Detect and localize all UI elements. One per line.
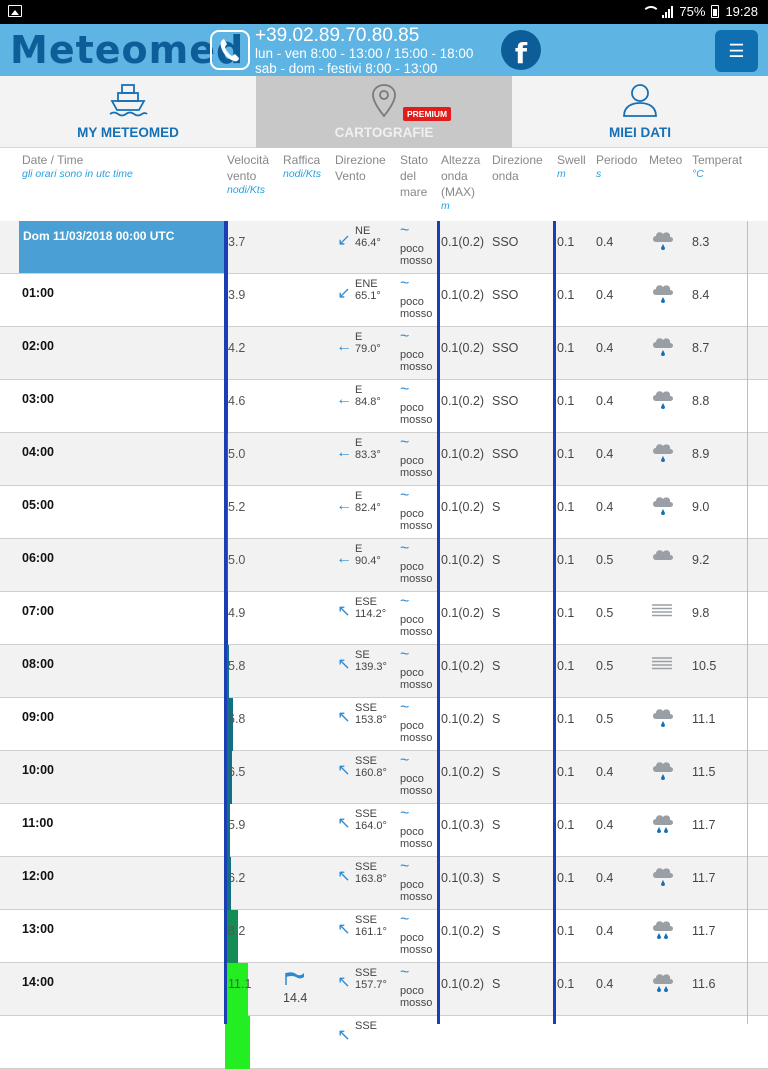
row-wave-direction: SSO [492,394,519,408]
row-wind-direction: E [355,384,363,396]
row-wave-height: 0.1(0.2) [441,394,485,408]
row-temperature: 11.1 [692,712,716,726]
row-period: 0.4 [596,235,614,249]
wind-direction-arrow-icon: ← [336,497,352,514]
table-row [0,221,768,274]
row-wind-speed: 5.9 [228,818,246,832]
row-wind-speed: 4.2 [228,341,246,355]
ship-icon [108,82,148,118]
meteomed-logo[interactable]: Meteomed [10,28,245,72]
rain-cloud-icon [650,439,674,463]
row-temperature: 11.7 [692,818,716,832]
col-gust [283,152,321,181]
row-swell: 0.1 [557,659,575,673]
row-wave-height: 0.1(0.2) [441,924,485,938]
col-temp-unit: °C [692,168,704,180]
col-wave-dir-line1: Direzione [492,153,543,167]
row-period: 0.4 [596,341,614,355]
col-sea-line1: Stato [400,153,429,167]
row-wave-height: 0.1(0.2) [441,765,485,779]
row-wave-direction: SSO [492,235,519,249]
col-period [596,152,637,181]
row-temperature: 9.8 [692,606,710,620]
wave-icon: ~ [400,911,410,928]
col-gust-label: Raffica [283,153,321,167]
wind-direction-arrow-icon: ↙ [337,232,351,249]
row-wind-direction: E [355,543,363,555]
row-wave-height: 0.1(0.2) [441,659,485,673]
table-row [0,698,768,751]
wave-icon: ~ [400,646,410,663]
row-wind-degrees: 65.1° [355,290,381,302]
col-date-time-label: Date / Time [22,153,84,167]
row-period: 0.5 [596,712,614,726]
row-wind-degrees: 83.3° [355,449,381,461]
row-swell: 0.1 [557,977,575,991]
row-wind-speed: 4.9 [228,606,246,620]
row-temperature: 11.7 [692,924,716,938]
row-temperature: 9.0 [692,500,710,514]
wind-direction-arrow-icon: ← [336,391,352,408]
wave-icon: ~ [400,487,410,504]
wave-icon: ~ [400,381,410,398]
row-wind-direction: E [355,437,363,449]
row-time: 08:00 [22,657,54,671]
cloud-icon [650,545,674,569]
row-wind-degrees: 153.8° [355,714,387,726]
row-wind-degrees: 84.8° [355,396,381,408]
row-wave-direction: SSO [492,341,519,355]
wave-icon: ~ [400,222,410,239]
col-wave-line2: onda [441,169,468,183]
row-time: 09:00 [22,710,54,724]
col-wave-direction [492,152,543,184]
rain-cloud-icon [650,333,674,357]
row-time: 12:00 [22,869,54,883]
row-time: 06:00 [22,551,54,565]
row-time: 05:00 [22,498,54,512]
row-sea-state: poco mosso [400,243,433,267]
nav-my-meteomed[interactable] [0,76,256,148]
separator-wave [437,221,440,1024]
row-temperature: 8.9 [692,447,710,461]
row-swell: 0.1 [557,712,575,726]
wave-icon: ~ [400,858,410,875]
phone-icon[interactable] [210,30,250,70]
row-period: 0.4 [596,447,614,461]
row-wind-degrees: 90.4° [355,555,381,567]
gust-flag-icon [284,971,306,985]
row-wind-speed: 5.8 [228,659,246,673]
row-wind-speed: 5.2 [228,500,246,514]
table-row [0,539,768,592]
table-row [0,486,768,539]
row-sea-state: poco mosso [400,296,433,320]
table-row [0,963,768,1016]
row-wave-direction: S [492,977,501,991]
row-wave-direction: S [492,500,501,514]
row-sea-state: poco mosso [400,508,433,532]
row-temperature: 8.7 [692,341,710,355]
row-wind-speed: 8.2 [228,924,246,938]
wind-direction-arrow-icon: ↖ [337,762,351,779]
col-gust-unit: nodi/Kts [283,168,321,180]
row-wave-direction: S [492,712,501,726]
row-swell: 0.1 [557,341,575,355]
row-wind-degrees: 82.4° [355,502,381,514]
row-time: 07:00 [22,604,54,618]
wave-icon: ~ [400,752,410,769]
nav-label-cartografie: CARTOGRAFIE [334,125,434,140]
col-wind-direction [335,152,386,184]
row-wave-height: 0.1(0.2) [441,553,485,567]
table-row [0,380,768,433]
row-sea-state: poco mosso [400,402,433,426]
hamburger-menu-button[interactable] [715,30,758,72]
row-wind-speed: 6.8 [228,712,246,726]
row-sea-state: poco mosso [400,561,433,585]
row-wind-speed: 3.7 [228,235,246,249]
col-sea-line2: del [400,169,417,183]
row-time: 02:00 [22,339,54,353]
row-time: 10:00 [22,763,54,777]
row-wave-height: 0.1(0.2) [441,341,485,355]
row-swell: 0.1 [557,553,575,567]
row-time: 14:00 [22,975,54,989]
row-time: 04:00 [22,445,54,459]
table-row [0,645,768,698]
row-wind-direction: ENE [355,278,378,290]
row-wind-speed: 11.1 [228,977,252,991]
row-time: 03:00 [22,392,54,406]
row-wave-direction: SSO [492,288,519,302]
row-wind-speed: 5.0 [228,447,246,461]
row-wave-direction: S [492,606,501,620]
row-temperature: 11.6 [692,977,716,991]
rain-cloud-icon [650,280,674,304]
heavy-rain-cloud-icon [650,810,674,834]
row-wave-height: 0.1(0.3) [441,818,485,832]
row-period: 0.4 [596,924,614,938]
col-wave-dir-line2: onda [492,169,519,183]
wind-direction-arrow-icon: ← [336,550,352,567]
row-wave-height: 0.1(0.2) [441,977,485,991]
signal-icon [662,6,673,18]
row-wind-direction: ESE [355,596,378,608]
row-sea-state: poco mosso [400,667,433,691]
row-period: 0.5 [596,553,614,567]
table-row [0,910,768,963]
row-period: 0.4 [596,818,614,832]
row-swell: 0.1 [557,500,575,514]
row-wave-height: 0.1(0.2) [441,288,485,302]
forecast-table-header [0,150,768,220]
row-wind-direction: SSE [355,755,378,767]
row-wind-direction: SSE [355,1020,378,1032]
fog-icon [650,598,674,622]
nav-label-miei-dati: MIEI DATI [609,125,671,140]
col-sea-state [400,152,428,200]
row-temperature: 11.5 [692,765,716,779]
row-sea-state: poco mosso [400,773,433,797]
wind-direction-arrow-icon: ↖ [337,1027,351,1044]
rain-cloud-icon [650,227,674,251]
row-wind-speed: 6.5 [228,765,246,779]
phone-number[interactable]: +39.02.89.70.80.85 [255,25,420,46]
col-wave-height [441,152,480,213]
wave-icon: ~ [400,805,410,822]
row-sea-state: poco mosso [400,455,433,479]
col-period-label: Periodo [596,153,638,167]
col-temp-label: Temperat [692,153,743,167]
row-swell: 0.1 [557,235,575,249]
col-speed-line1: Velocità [227,153,270,167]
row-temperature: 9.2 [692,553,710,567]
nav-cartografie[interactable] [256,76,512,148]
nav-label-my-meteomed: MY METEOMED [77,125,179,140]
table-right-edge [747,221,748,1024]
row-wave-height: 0.1(0.3) [441,871,485,885]
wave-icon: ~ [400,275,410,292]
facebook-icon[interactable]: f [501,30,541,70]
row-wave-direction: S [492,659,501,673]
col-wave-line3: (MAX) [441,185,475,199]
main-nav [0,76,768,148]
row-wind-degrees: 139.3° [355,661,387,673]
status-bar [0,0,768,24]
table-row [0,274,768,327]
row-temperature: 10.5 [692,659,717,673]
row-wind-direction: SSE [355,808,378,820]
col-sea-line3: mare [400,185,428,199]
row-wind-direction: SSE [355,914,378,926]
table-row [0,751,768,804]
row-time: 11:00 [22,816,54,830]
row-wind-degrees: 46.4° [355,237,381,249]
row-wind-degrees: 161.1° [355,926,387,938]
row-wind-degrees: 163.8° [355,873,387,885]
row-swell: 0.1 [557,606,575,620]
premium-badge: PREMIUM [403,107,451,121]
wave-icon: ~ [400,593,410,610]
row-wave-direction: SSO [492,447,519,461]
battery-percent: 75% [679,4,706,19]
col-temperature [692,152,768,181]
row-wave-height: 0.1(0.2) [441,500,485,514]
row-wind-speed: 4.6 [228,394,246,408]
row-wind-direction: SE [355,649,370,661]
col-swell [557,152,586,181]
row-wave-direction: S [492,553,501,567]
row-swell: 0.1 [557,924,575,938]
row-wind-direction: E [355,490,363,502]
rain-cloud-icon [650,757,674,781]
row-temperature: 8.3 [692,235,710,249]
row-wave-height: 0.1(0.2) [441,447,485,461]
row-wind-direction: SSE [355,861,378,873]
row-wave-direction: S [492,871,501,885]
wind-direction-arrow-icon: ↖ [337,656,351,673]
wave-icon: ~ [400,434,410,451]
row-time: 13:00 [22,922,54,936]
col-swell-label: Swell [557,153,586,167]
row-wind-direction: SSE [355,702,378,714]
row-sea-state: poco mosso [400,985,433,1009]
fog-icon [650,651,674,675]
wave-icon: ~ [400,540,410,557]
col-wave-unit: m [441,200,450,212]
row-wind-direction: SSE [355,967,378,979]
clock: 19:28 [725,4,758,19]
row-sea-state: poco mosso [400,614,433,638]
row-swell: 0.1 [557,765,575,779]
row-sea-state: poco mosso [400,932,433,956]
hamburger-menu-icon: ☰ [728,40,745,61]
row-wind-speed: 6.2 [228,871,246,885]
battery-icon [711,5,719,18]
weekend-hours: sab - dom - festivi 8:00 - 13:00 [255,61,438,76]
row-wave-height: 0.1(0.2) [441,712,485,726]
row-sea-state: poco mosso [400,879,433,903]
col-wave-line1: Altezza [441,153,481,167]
row-period: 0.4 [596,765,614,779]
col-date-time [22,152,133,181]
col-period-unit: s [596,168,602,180]
row-wind-speed: 3.9 [228,288,246,302]
gallery-notification-icon [8,5,22,17]
table-row [0,592,768,645]
col-meteo [649,152,682,168]
col-speed-line2: vento [227,169,257,183]
forecast-table-body [0,221,768,1069]
row-wind-degrees: 157.7° [355,979,387,991]
col-speed-unit: nodi/Kts [227,184,265,196]
wifi-icon [642,6,656,18]
row-sea-state: poco mosso [400,349,433,373]
col-swell-unit: m [557,168,566,180]
row-wind-degrees: 79.0° [355,343,381,355]
row-period: 0.4 [596,500,614,514]
col-dir-line1: Direzione [335,153,386,167]
row-wave-height: 0.1(0.2) [441,606,485,620]
wave-icon: ~ [400,964,410,981]
separator-swell [553,221,556,1024]
row-wind-degrees: 160.8° [355,767,387,779]
row-time: Dom 11/03/2018 00:00 UTC [23,229,175,243]
row-period: 0.4 [596,871,614,885]
wind-direction-arrow-icon: ↖ [337,603,351,620]
rain-cloud-icon [650,386,674,410]
row-temperature: 8.8 [692,394,710,408]
row-period: 0.5 [596,659,614,673]
rain-cloud-icon [650,492,674,516]
row-swell: 0.1 [557,818,575,832]
wind-direction-arrow-icon: ↖ [337,709,351,726]
row-wind-degrees: 114.2° [355,608,387,620]
table-row [0,857,768,910]
row-time: 01:00 [22,286,54,300]
row-swell: 0.1 [557,394,575,408]
row-wave-height: 0.1(0.2) [441,235,485,249]
table-row [0,804,768,857]
user-icon [620,82,660,118]
heavy-rain-cloud-icon [650,969,674,993]
col-wind-speed [227,152,269,197]
row-wave-direction: S [492,765,501,779]
row-wind-direction: E [355,331,363,343]
wave-icon: ~ [400,699,410,716]
row-swell: 0.1 [557,288,575,302]
row-temperature: 8.4 [692,288,710,302]
table-row [0,433,768,486]
map-pin-icon [364,82,404,118]
table-row [0,327,768,380]
wave-icon: ~ [400,328,410,345]
row-wave-direction: S [492,818,501,832]
wind-direction-arrow-icon: ↖ [337,815,351,832]
row-sea-state: poco mosso [400,720,433,744]
row-wind-direction: NE [355,225,371,237]
wind-direction-arrow-icon: ↖ [337,921,351,938]
row-period: 0.4 [596,977,614,991]
wind-direction-arrow-icon: ↖ [337,974,351,991]
wind-direction-arrow-icon: ← [336,338,352,355]
wind-direction-arrow-icon: ← [336,444,352,461]
contact-info [255,26,473,76]
wind-direction-arrow-icon: ↖ [337,868,351,885]
rain-cloud-icon [650,863,674,887]
row-swell: 0.1 [557,447,575,461]
col-meteo-label: Meteo [649,153,683,167]
separator-wind [224,221,227,1024]
col-dir-line2: Vento [335,169,366,183]
wind-direction-arrow-icon: ↙ [337,285,351,302]
row-period: 0.4 [596,394,614,408]
row-wind-degrees: 164.0° [355,820,387,832]
utc-note: gli orari sono in utc time [22,168,133,180]
row-sea-state: poco mosso [400,826,433,850]
row-gust: 14.4 [283,991,308,1005]
row-wave-direction: S [492,924,501,938]
row-temperature: 11.7 [692,871,716,885]
row-wind-speed: 5.0 [228,553,246,567]
row-period: 0.5 [596,606,614,620]
weekday-hours: lun - ven 8:00 - 13:00 / 15:00 - 18:00 [255,46,474,61]
app-header [0,24,768,76]
row-period: 0.4 [596,288,614,302]
heavy-rain-cloud-icon [650,916,674,940]
rain-cloud-icon [650,704,674,728]
row-swell: 0.1 [557,871,575,885]
nav-miei-dati[interactable] [512,76,768,148]
